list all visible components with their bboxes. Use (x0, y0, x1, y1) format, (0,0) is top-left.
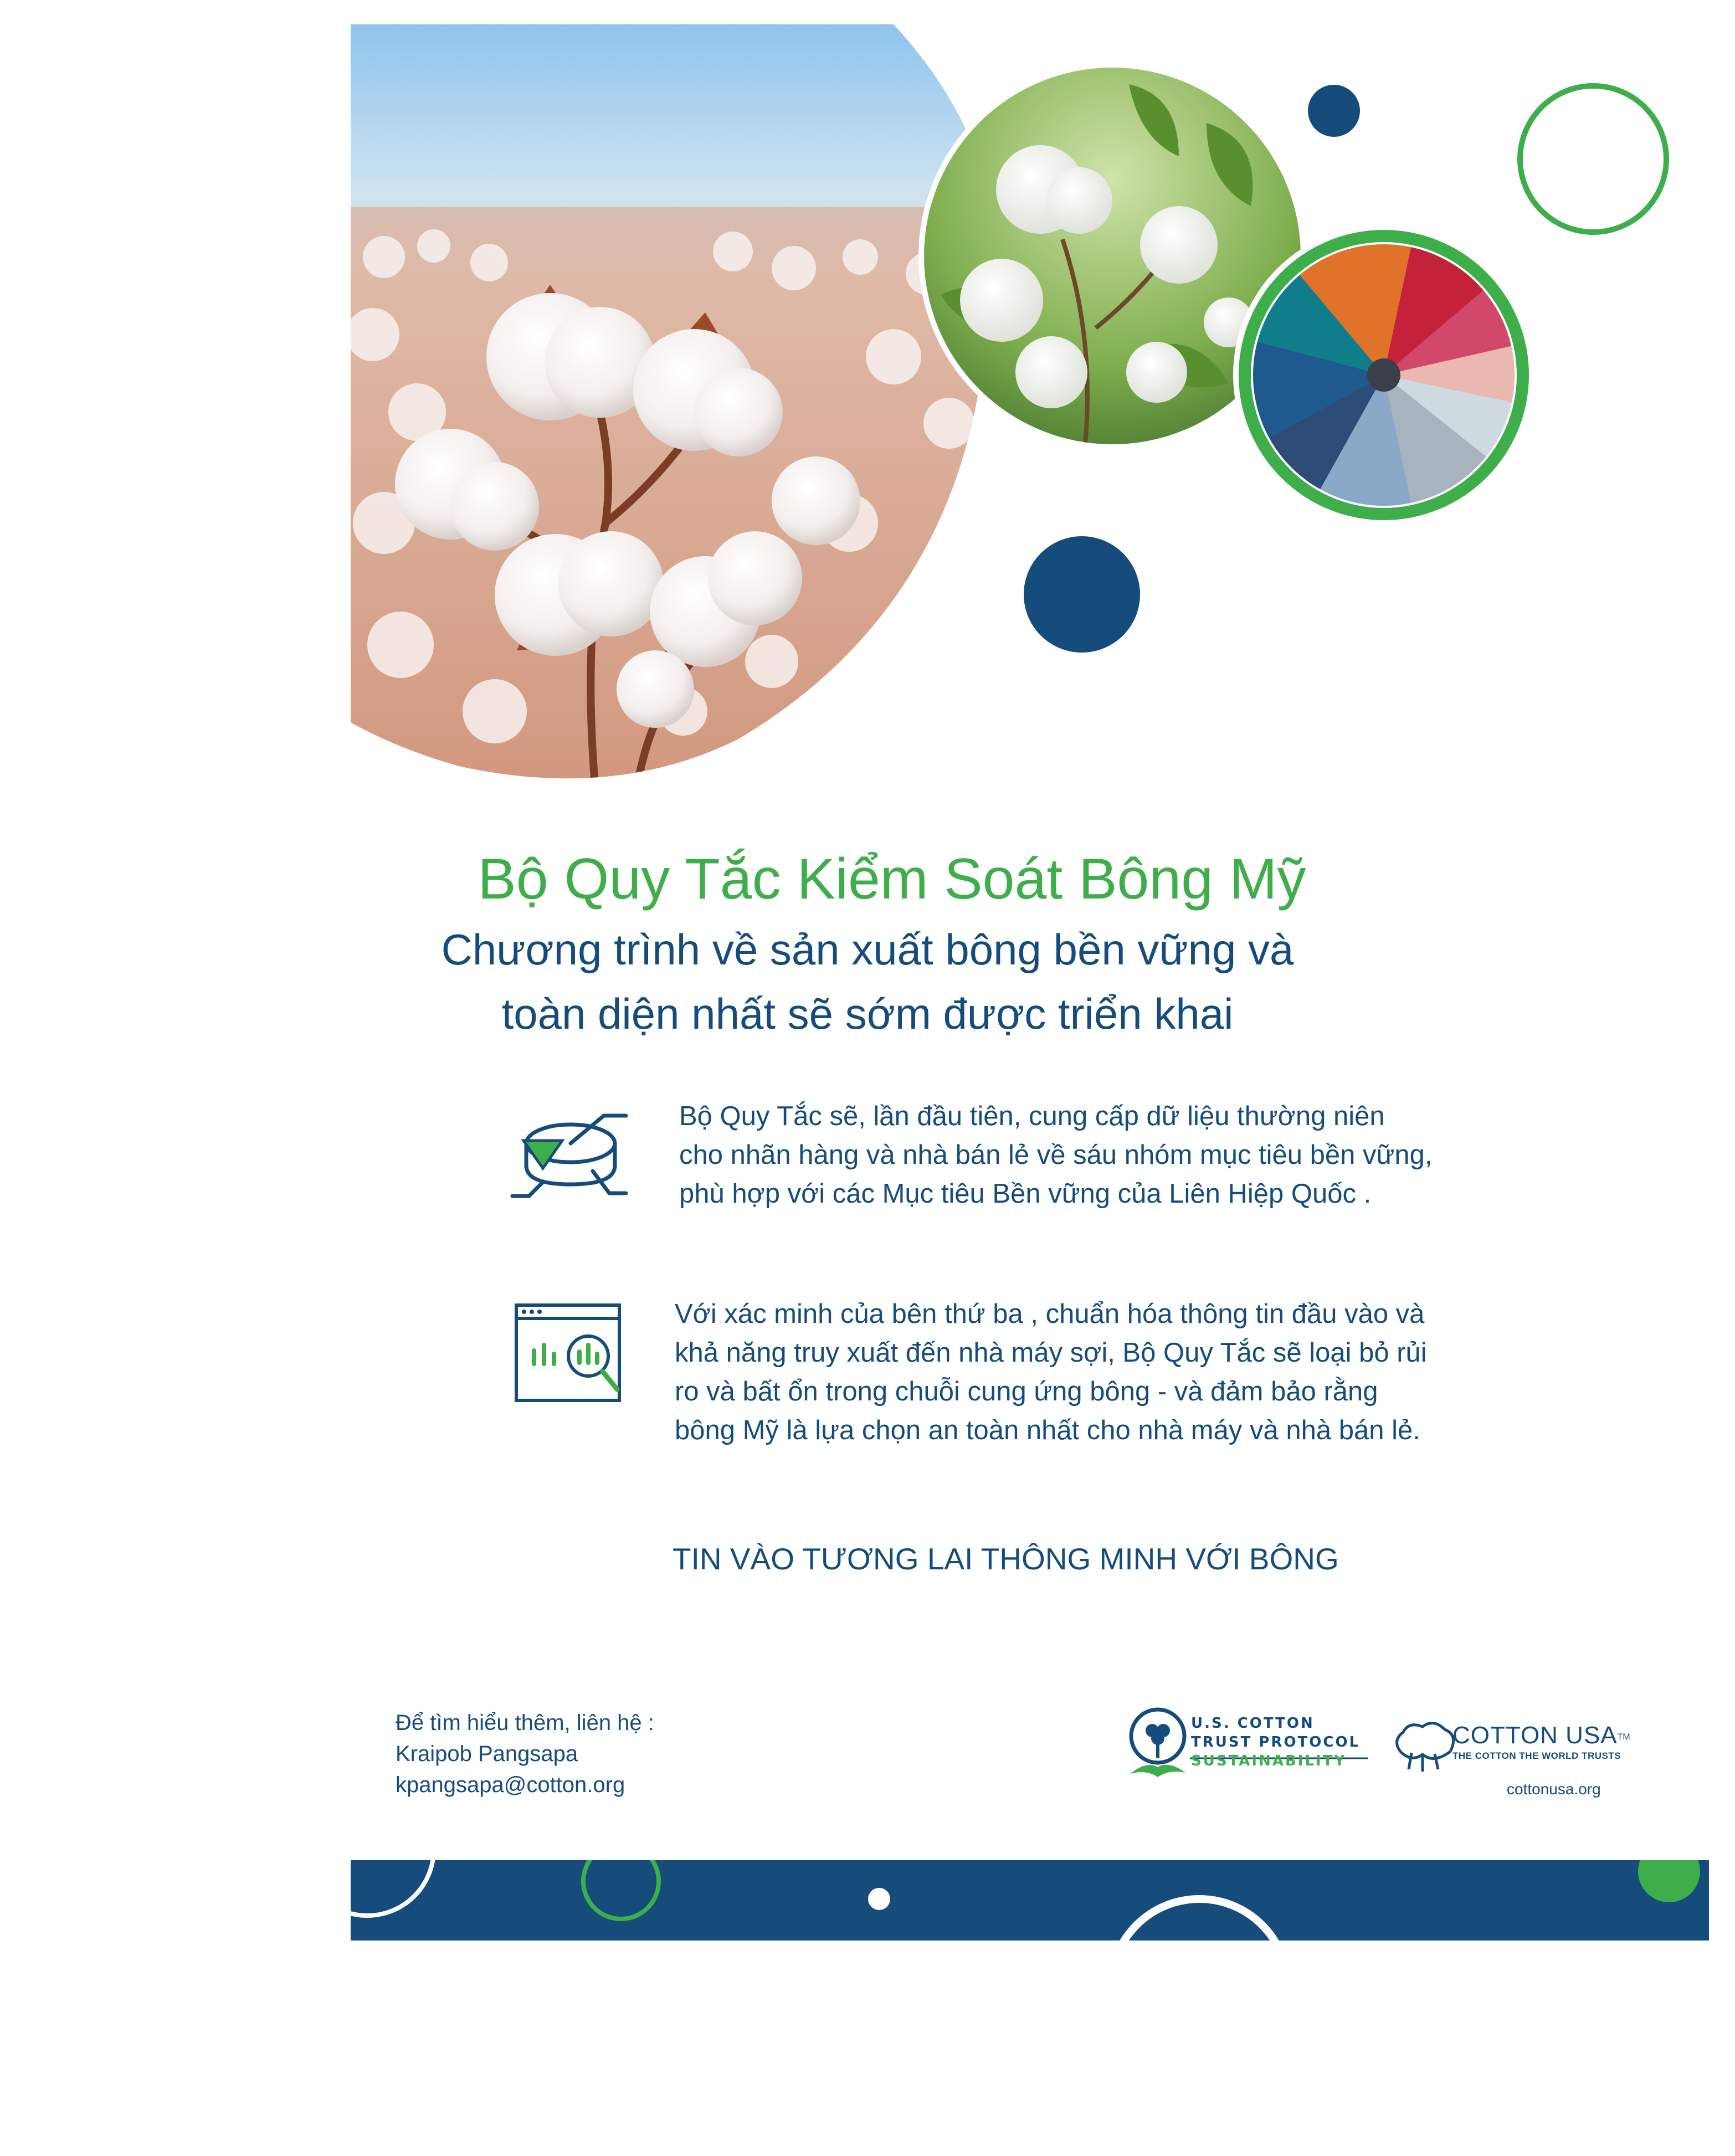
decorative-blue-dot-large (1024, 536, 1140, 653)
footer-band (351, 1860, 1709, 1941)
feature-2-text (675, 1295, 1427, 1450)
feature-2-line: bông Mỹ là lựa chọn an toàn nhất cho nhà máy và nhà bán lẻ. (675, 1415, 1420, 1445)
contact-block (396, 1707, 654, 1800)
contact-name: Kraipob Pangsapa (396, 1742, 578, 1766)
tagline: TIN VÀO TƯƠNG LAI THÔNG MINH VỚI BÔNG (673, 1542, 1339, 1576)
decorative-green-ring (1517, 83, 1669, 235)
page-subtitle (0, 917, 1735, 1046)
cotton-field-photo (351, 24, 988, 779)
feature-2-line: khả năng truy xuất đến nhà máy sợi, Bộ Quy Tắc sẽ loại bỏ rủi (675, 1338, 1427, 1368)
pie-chart-data-icon (510, 1099, 632, 1210)
feature-2-line: Với xác minh của bên thứ ba , chuẩn hóa thông tin đầu vào và (675, 1299, 1425, 1329)
subtitle-line-1: Chương trình về sản xuất bông bền vững và (441, 925, 1294, 974)
feature-1-line: Bộ Quy Tắc sẽ, lần đầu tiên, cung cấp dữ liệu thường niên (679, 1101, 1385, 1131)
feature-1-text (679, 1097, 1432, 1213)
feature-1-line: phù hợp với các Mục tiêu Bền vững của Liên Hiệp Quốc . (679, 1179, 1372, 1209)
trademark-mark: TM (1617, 1732, 1630, 1742)
fabric-swatches-circle-photo (1233, 224, 1535, 526)
trust-line-2: TRUST PROTOCOL (1191, 1734, 1361, 1751)
cotton-usa-name: COTTON USA (1452, 1722, 1618, 1749)
trust-protocol-text (1191, 1714, 1360, 1770)
cotton-usa-tagline: THE COTTON THE WORLD TRUSTS (1452, 1751, 1621, 1761)
cotton-usa-logo-text (1452, 1722, 1630, 1762)
cotton-usa-boll-icon (1389, 1718, 1461, 1774)
magnifier-chart-icon (514, 1303, 623, 1404)
decorative-blue-dot (1308, 85, 1360, 137)
trust-line-3: SUSTAINABILITY (1191, 1753, 1347, 1769)
feature-2-line: ro và bất ổn trong chuỗi cung ứng bông - và đảm bảo rằng (675, 1377, 1378, 1406)
cotton-usa-website-link[interactable]: cottonusa.org (1507, 1780, 1601, 1798)
subtitle-line-2: toàn diện nhất sẽ sớm được triển khai (501, 989, 1234, 1038)
contact-heading: Để tìm hiểu thêm, liên hệ : (396, 1711, 654, 1735)
feature-1-line: cho nhãn hàng và nhà bán lẻ về sáu nhóm mục tiêu bền vững, (679, 1140, 1433, 1170)
trust-line-1: U.S. COTTON (1191, 1715, 1315, 1732)
page-title: Bộ Quy Tắc Kiểm Soát Bông Mỹ (478, 847, 1306, 911)
contact-email-link[interactable]: kpangsapa@cotton.org (396, 1773, 625, 1797)
